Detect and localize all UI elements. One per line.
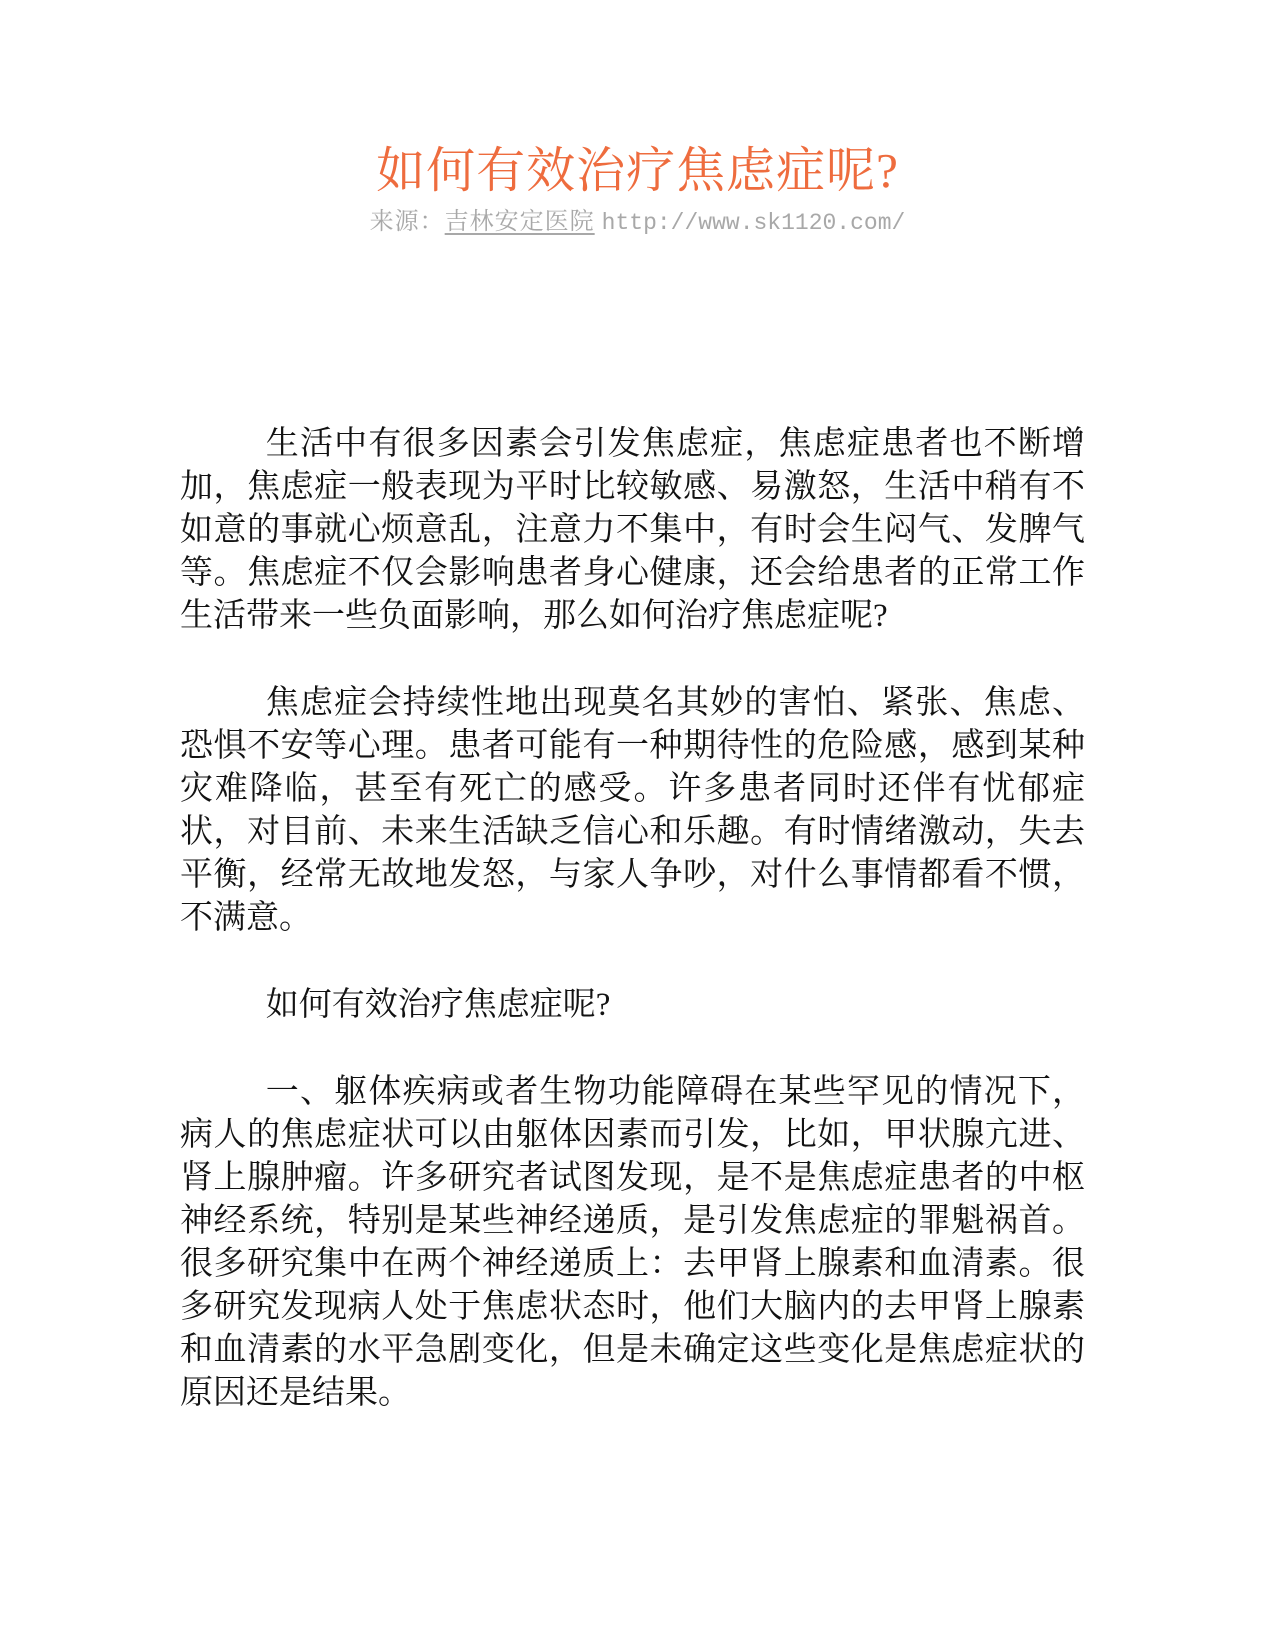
source-hospital-link[interactable]: 吉林安定医院 <box>444 209 595 235</box>
paragraph: 生活中有很多因素会引发焦虑症，焦虑症患者也不断增加，焦虑症一般表现为平时比较敏感、易激怒，生活中稍有不如意的事就心烦意乱，注意力不集中，有时会生闷气、发脾气等。焦虑症不仅会影响患者身心健康，还会给患者的正常工作生活带来一些负面影响，那么如何治疗焦虑症呢? <box>180 426 1085 634</box>
article-body <box>180 423 1085 1415</box>
source-url: http://www.sk1120.com/ <box>601 210 906 236</box>
paragraph: 如何有效治疗焦虑症呢? <box>265 987 611 1023</box>
paragraph: 一、躯体疾病或者生物功能障碍在某些罕见的情况下，病人的焦虑症状可以由躯体因素而引发，比如，甲状腺亢进、肾上腺肿瘤。许多研究者试图发现，是不是焦虑症患者的中枢神经系统，特别是某些神经递质，是引发焦虑症的罪魁祸首。很多研究集中在两个神经递质上：去甲肾上腺素和血清素。很多研究发现病人处于焦虑状态时，他们大脑内的去甲肾上腺素和血清素的水平急剧变化，但是未确定这些变化是焦虑症状的原因还是结果。 <box>180 1074 1085 1411</box>
source-line <box>0 204 1275 241</box>
document-header <box>0 0 1275 241</box>
paragraph: 焦虑症会持续性地出现莫名其妙的害怕、紧张、焦虑、恐惧不安等心理。患者可能有一种期待性的危险感，感到某种灾难降临，甚至有死亡的感受。许多患者同时还伴有忧郁症状，对目前、未来生活缺乏信心和乐趣。有时情绪激动，失去平衡，经常无故地发怒，与家人争吵，对什么事情都看不惯，不满意。 <box>180 685 1085 936</box>
page-title: 如何有效治疗焦虑症呢? <box>376 143 899 198</box>
source-label: 来源： <box>369 209 445 235</box>
